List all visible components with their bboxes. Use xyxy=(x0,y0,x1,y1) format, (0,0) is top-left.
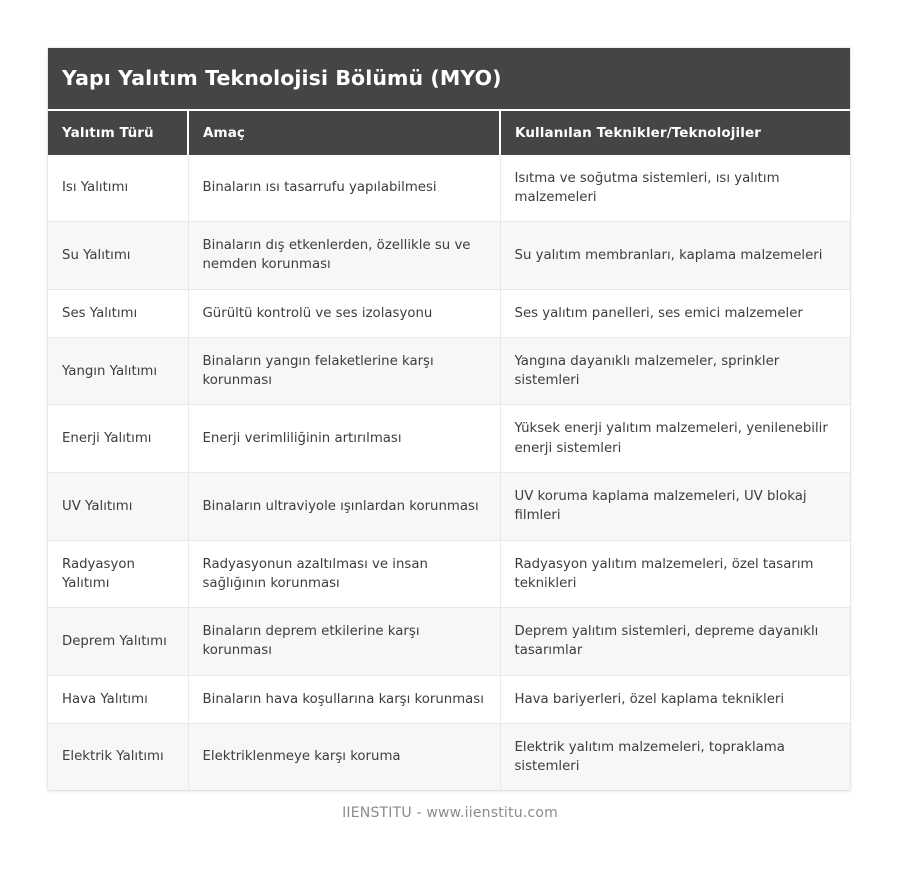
table-header-row xyxy=(48,111,850,155)
cell-techniques: Isıtma ve soğutma sistemleri, ısı yalıtım malzemeleri xyxy=(500,155,850,222)
table-row xyxy=(48,608,850,676)
cell-insulation-type: Radyasyon Yalıtımı xyxy=(48,540,188,608)
cell-insulation-type: Su Yalıtımı xyxy=(48,222,188,290)
cell-insulation-type: UV Yalıtımı xyxy=(48,472,188,540)
table-row xyxy=(48,222,850,290)
table-row xyxy=(48,675,850,723)
table-row xyxy=(48,337,850,405)
table-row xyxy=(48,723,850,790)
cell-purpose: Gürültü kontrolü ve ses izolasyonu xyxy=(188,289,500,337)
cell-insulation-type: Hava Yalıtımı xyxy=(48,675,188,723)
cell-techniques: UV koruma kaplama malzemeleri, UV blokaj filmleri xyxy=(500,472,850,540)
column-header-insulation-type: Yalıtım Türü xyxy=(48,111,188,155)
table-row xyxy=(48,472,850,540)
cell-purpose: Elektriklenmeye karşı koruma xyxy=(188,723,500,790)
cell-techniques: Deprem yalıtım sistemleri, depreme dayanıklı tasarımlar xyxy=(500,608,850,676)
page-title: Yapı Yalıtım Teknolojisi Bölümü (MYO) xyxy=(48,48,850,111)
cell-purpose: Radyasyonun azaltılması ve insan sağlığının korunması xyxy=(188,540,500,608)
cell-techniques: Yangına dayanıklı malzemeler, sprinkler sistemleri xyxy=(500,337,850,405)
cell-techniques: Su yalıtım membranları, kaplama malzemeleri xyxy=(500,222,850,290)
cell-techniques: Radyasyon yalıtım malzemeleri, özel tasarım teknikleri xyxy=(500,540,850,608)
cell-techniques: Elektrik yalıtım malzemeleri, topraklama sistemleri xyxy=(500,723,850,790)
footer-attribution: IIENSTITU - www.iienstitu.com xyxy=(342,805,558,821)
table-row xyxy=(48,405,850,473)
cell-purpose: Enerji verimliliğinin artırılması xyxy=(188,405,500,473)
table-header xyxy=(48,111,850,155)
column-header-techniques: Kullanılan Teknikler/Teknolojiler xyxy=(500,111,850,155)
cell-purpose: Binaların yangın felaketlerine karşı korunması xyxy=(188,337,500,405)
cell-techniques: Hava bariyerleri, özel kaplama teknikleri xyxy=(500,675,850,723)
insulation-table-card xyxy=(48,48,850,790)
cell-insulation-type: Ses Yalıtımı xyxy=(48,289,188,337)
cell-insulation-type: Enerji Yalıtımı xyxy=(48,405,188,473)
cell-purpose: Binaların hava koşullarına karşı korunması xyxy=(188,675,500,723)
cell-purpose: Binaların ultraviyole ışınlardan korunması xyxy=(188,472,500,540)
cell-insulation-type: Elektrik Yalıtımı xyxy=(48,723,188,790)
cell-insulation-type: Isı Yalıtımı xyxy=(48,155,188,222)
cell-insulation-type: Deprem Yalıtımı xyxy=(48,608,188,676)
table-row xyxy=(48,289,850,337)
column-header-purpose: Amaç xyxy=(188,111,500,155)
insulation-types-table xyxy=(48,111,850,791)
cell-purpose: Binaların deprem etkilerine karşı korunması xyxy=(188,608,500,676)
table-row xyxy=(48,155,850,222)
cell-purpose: Binaların dış etkenlerden, özellikle su ve nemden korunması xyxy=(188,222,500,290)
cell-purpose: Binaların ısı tasarrufu yapılabilmesi xyxy=(188,155,500,222)
table-row xyxy=(48,540,850,608)
cell-techniques: Ses yalıtım panelleri, ses emici malzemeler xyxy=(500,289,850,337)
table-body xyxy=(48,155,850,791)
cell-techniques: Yüksek enerji yalıtım malzemeleri, yenilenebilir enerji sistemleri xyxy=(500,405,850,473)
cell-insulation-type: Yangın Yalıtımı xyxy=(48,337,188,405)
